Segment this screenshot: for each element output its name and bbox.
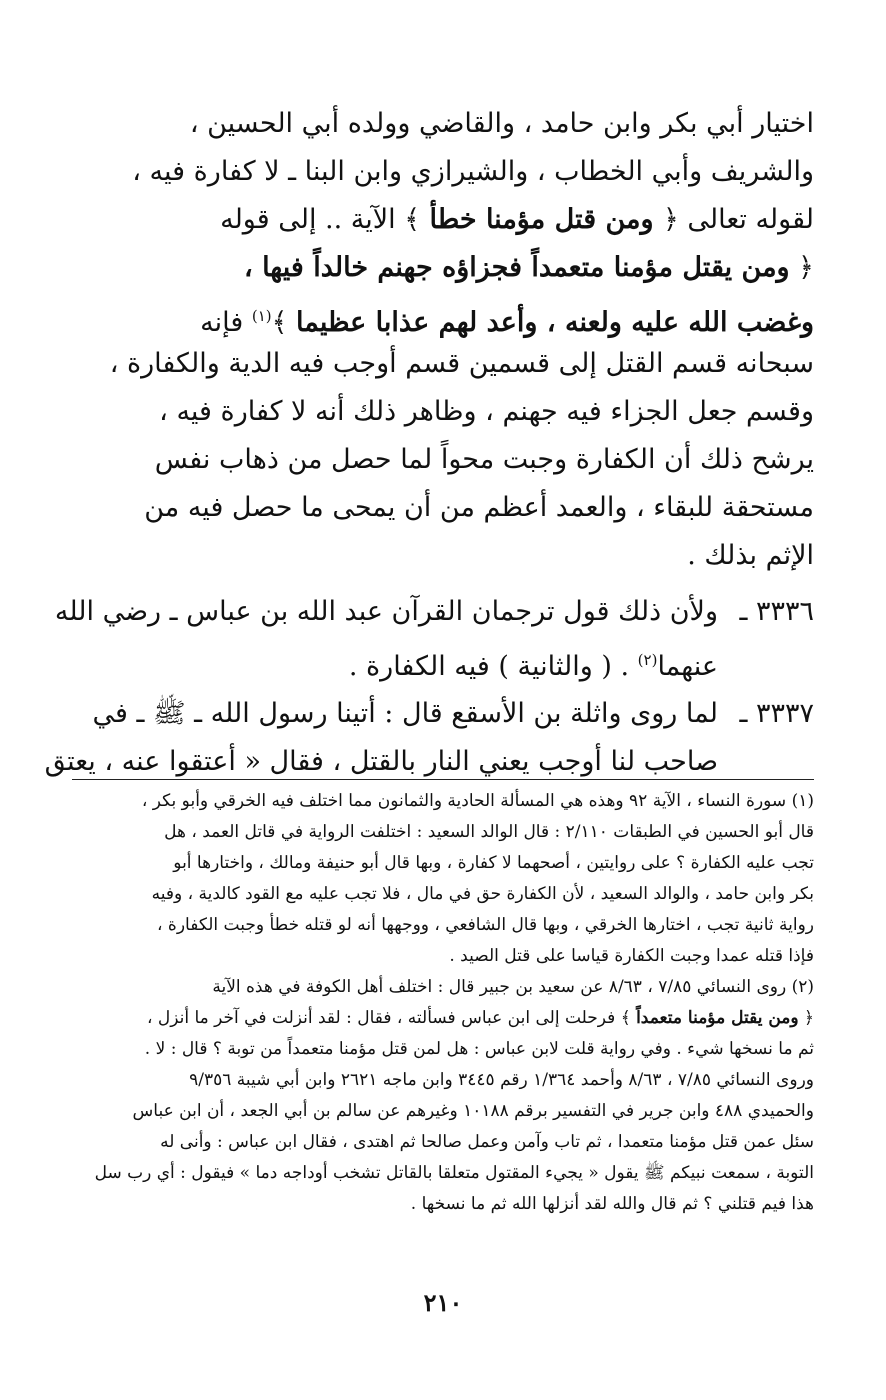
- footnote-line: وروى النسائي ٧/٨٥ ، ٨/٦٣ وأحمد ١/٣٦٤ رقم ٣٤٤٥ وابن ماجه ٢٦٢١ وابن أبي شيبة ٩/٣٥٦: [189, 1070, 814, 1090]
- text-line: والشريف وأبي الخطاب ، والشيرازي وابن البنا ـ لا كفارة فيه ،: [132, 156, 814, 187]
- text-line: [72, 244, 814, 292]
- footnote-1: [72, 786, 814, 972]
- page-number: ٢١٠: [423, 1288, 463, 1317]
- item-body: [45, 690, 718, 786]
- main-text: [44, 100, 814, 786]
- text-span: ﴿: [789, 252, 814, 283]
- footnote-line: (١) سورة النساء ، الآية ٩٢ وهذه هي المسألة الحادية والثمانون مما اختلف فيه الخرقي وأبو بكر ،: [141, 791, 814, 811]
- text-line: اختيار أبي بكر وابن حامد ، والقاضي وولده أبي الحسين ،: [189, 108, 814, 139]
- footnote-line: بكر وابن حامد ، والوالد السعيد ، لأن الكفارة حق في مال ، فلا تجب عليه مع القود كالدية ، وفيه: [151, 884, 814, 904]
- quran-quote: ومن يقتل مؤمنا متعمداً: [636, 1008, 799, 1028]
- quran-quote: ومن قتل مؤمنا خطأ: [420, 204, 663, 235]
- quran-quote: وغضب الله عليه ولعنه ، وأعد لهم عذابا عظيما: [296, 307, 814, 338]
- footnote-separator: [72, 779, 814, 780]
- numbered-item-3337: [44, 690, 814, 786]
- footnote-ref: (٢): [637, 651, 658, 669]
- footnote-line: سئل عمن قتل مؤمنا متعمدا ، ثم تاب وآمن وعمل صالحا ثم اهتدى ، فقال ابن عباس : وأنى له: [160, 1132, 814, 1152]
- text-span: ﴾ فرحلت إلى ابن عباس فسألته ، فقال : لقد أنزلت في آخر ما أنزل ،: [146, 1008, 637, 1028]
- text-span: لقوله تعالى ﴿: [662, 204, 814, 235]
- text-line: صاحب لنا أوجب يعني النار بالقتل ، فقال « أعتقوا عنه ، يعتق: [44, 746, 718, 777]
- text-line: وقسم جعل الجزاء فيه جهنم ، وظاهر ذلك أنه لا كفارة فيه ،: [159, 396, 814, 427]
- text-span: ﴾ الآية .. إلى قوله: [220, 204, 421, 235]
- quran-quote: ومن يقتل مؤمنا متعمداً فجزاؤه جهنم خالداً فيها ،: [243, 252, 790, 283]
- text-line: [72, 196, 814, 244]
- text-line: مستحقة للبقاء ، والعمد أعظم من أن يمحى ما حصل فيه من: [144, 492, 814, 523]
- footnote-line: (٢) روى النسائي ٧/٨٥ ، ٨/٦٣ عن سعيد بن جبير قال : اختلف أهل الكوفة في هذه الآية: [212, 977, 814, 997]
- text-span: . ( والثانية ) فيه الكفارة .: [348, 651, 638, 682]
- footnote-line: هذا فيم قتلني ؟ ثم قال والله لقد أنزلها الله ثم ما نسخها .: [410, 1194, 814, 1214]
- text-line: ولأن ذلك قول ترجمان القرآن عبد الله بن عباس ـ رضي الله: [54, 596, 718, 627]
- footnote-line: قال أبو الحسين في الطبقات ٢/١١٠ : قال الوالد السعيد : اختلفت الرواية في قاتل العمد ، هل: [164, 822, 814, 842]
- text-line: الإثم بذلك .: [687, 540, 814, 571]
- text-line: سبحانه قسم القتل إلى قسمين قسم أوجب فيه الدية والكفارة ،: [109, 348, 814, 379]
- text-span: ﴾: [271, 307, 297, 338]
- footnote-line: فإذا قتله عمدا وجبت الكفارة قياسا على قتل الصيد .: [449, 946, 814, 966]
- text-span: ﴿: [798, 1008, 814, 1028]
- paragraph-continuation: [72, 100, 814, 580]
- footnote-line: تجب عليه الكفارة ؟ على روايتين ، أصحهما لا كفارة ، وبها قال أبو حنيفة ومالك ، واختارها أبو: [173, 853, 814, 873]
- text-line: [72, 292, 814, 340]
- text-line: لما روى واثلة بن الأسقع قال : أتينا رسول الله ـ ﷺ ـ في: [92, 698, 718, 729]
- footnote-line: [72, 1003, 814, 1034]
- footnote-line: والحميدي ٤٨٨ وابن جرير في التفسير برقم ١٠١٨٨ وغيرهم عن سالم بن أبي الجعد ، أن ابن عباس: [132, 1101, 814, 1121]
- footnote-2: [72, 972, 814, 1220]
- text-span: عنهما: [657, 651, 718, 682]
- item-number: ٣٣٣٦ ـ: [739, 596, 814, 627]
- footnote-line: التوبة ، سمعت نبيكم ﷺ يقول « يجيء المقتول متعلقا بالقاتل تشخب أوداجه دما » فيقول : أي رب سل: [94, 1163, 814, 1183]
- text-span: فإنه: [200, 307, 252, 338]
- footnote-ref: (١): [251, 307, 272, 325]
- footnote-line: ثم ما نسخها شيء . وفي رواية قلت لابن عباس : هل لمن قتل مؤمنا متعمداً من توبة ؟ قال : لا .: [144, 1039, 814, 1059]
- text-line: [55, 636, 718, 684]
- text-line: يرشح ذلك أن الكفارة وجبت محواً لما حصل من ذهاب نفس: [154, 444, 814, 475]
- footnote-line: رواية ثانية تجب ، اختارها الخرقي ، وبها قال الشافعي ، ووجهها أنه لو قتله خطأ وجبت الكفارة ،: [157, 915, 814, 935]
- footnotes: [72, 786, 814, 1220]
- item-number: ٣٣٣٧ ـ: [739, 698, 814, 729]
- numbered-item-3336: [54, 588, 814, 684]
- item-body: [55, 588, 718, 684]
